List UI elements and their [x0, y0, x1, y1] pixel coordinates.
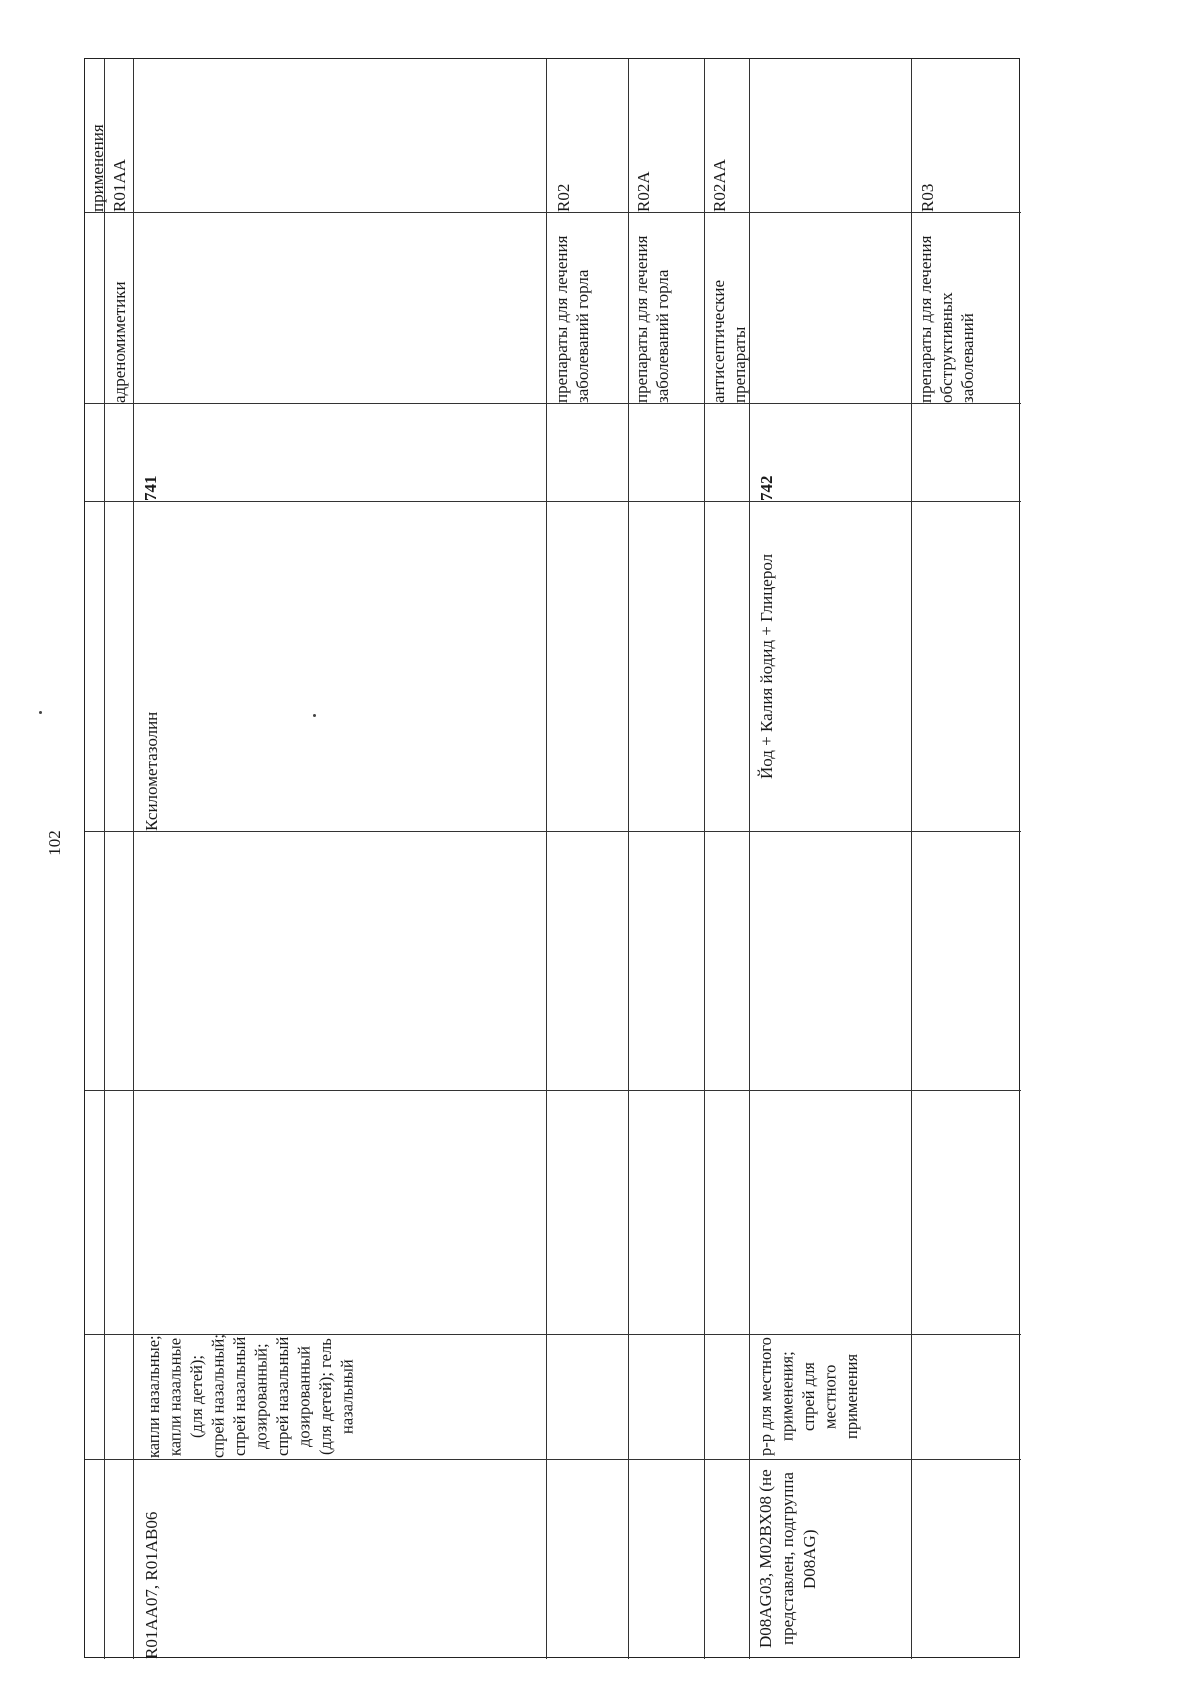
column-divider — [85, 1090, 1021, 1091]
atc-code: R03 — [918, 183, 937, 212]
column-divider — [85, 1459, 1021, 1460]
column-divider — [85, 831, 1021, 832]
group-name: адреномиметики — [110, 281, 129, 403]
row-divider — [628, 59, 629, 1659]
group-name: препараты для лечения заболеваний горла — [552, 235, 592, 403]
column-divider — [85, 403, 1021, 404]
inn-name: Ксилометазолин — [142, 711, 161, 831]
atc-codes: R01AA07, R01AB06 — [142, 1511, 161, 1659]
group-name: антисептические препараты — [709, 279, 749, 403]
row-number: 742 — [757, 475, 776, 501]
group-name: препараты для лечения обструктивных заболеваний — [916, 235, 977, 403]
continuation-text: применения — [88, 124, 107, 212]
column-divider — [85, 501, 1021, 502]
drug-table — [84, 58, 1020, 1658]
row-divider — [704, 59, 705, 1659]
dosage-forms: р-р для местного применения; спрей для местного применения — [756, 1337, 861, 1456]
dosage-forms: капли назальные; капли назальные (для детей); спрей назальный; спрей назальный дозированный; спрей назальный дозированный (для детей); гель назальный — [144, 1334, 357, 1459]
group-code: R01AA — [110, 159, 129, 212]
row-divider — [546, 59, 547, 1659]
row-number: 741 — [141, 475, 160, 501]
row-divider — [133, 59, 134, 1659]
atc-code: R02AA — [710, 159, 729, 212]
atc-codes: D08AG03, M02BX08 (не представлен, подгруппа D08AG) — [756, 1469, 819, 1649]
atc-code: R02 — [554, 183, 573, 212]
group-name: препараты для лечения заболеваний горла — [632, 235, 672, 403]
row-divider — [911, 59, 912, 1659]
page-number: 102 — [44, 830, 64, 856]
inn-name: Йод + Калия йодид + Глицерол — [757, 553, 776, 779]
atc-code: R02A — [634, 171, 653, 212]
scan-speck — [39, 711, 42, 714]
row-divider — [749, 59, 750, 1659]
row-divider — [104, 59, 105, 1659]
